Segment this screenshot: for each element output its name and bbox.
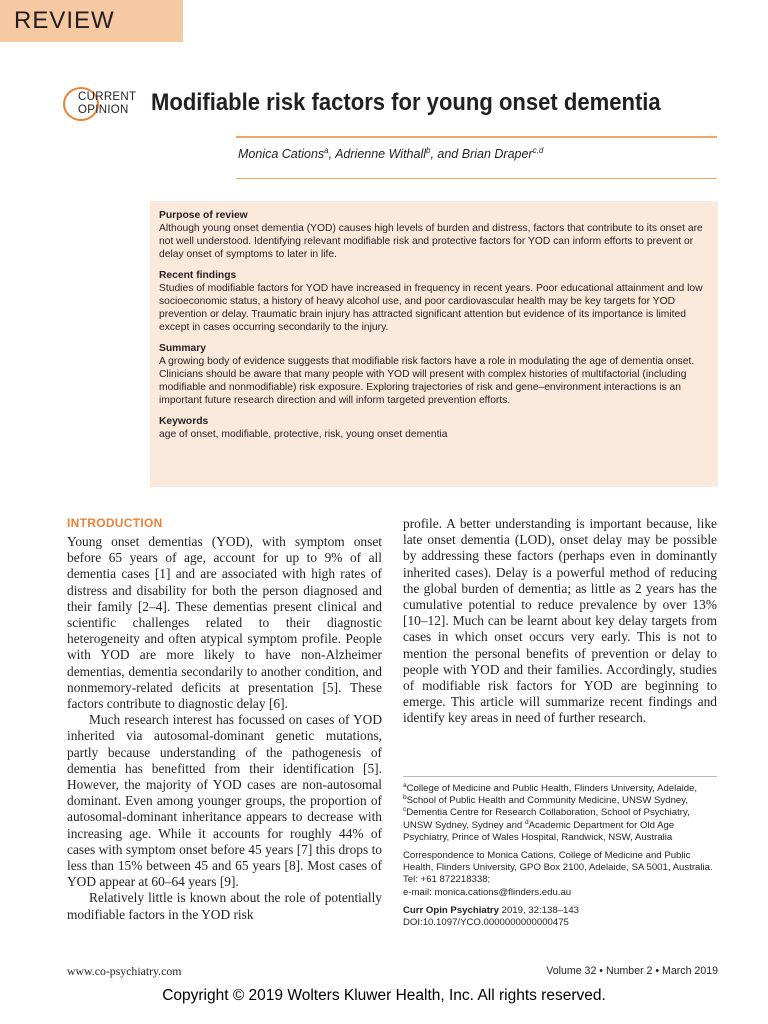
body-paragraph: Relatively little is known about the role of potentially modifiable factors in the YOD risk — [67, 890, 382, 922]
affiliation-mark: a — [403, 781, 407, 789]
affiliations-block — [403, 783, 717, 929]
section-tab: REVIEW — [0, 0, 183, 42]
body-column-left — [67, 534, 382, 923]
affiliation-mark: c — [403, 806, 407, 814]
copyright-notice: Copyright © 2019 Wolters Kluwer Health, Inc. All rights reserved. — [162, 987, 606, 1004]
affiliation-mark: b — [403, 794, 407, 802]
body-column-right — [403, 516, 717, 727]
authors-divider — [236, 178, 717, 179]
body-paragraph: profile. A better understanding is important because, like late onset dementia (LOD), onset delay may be possible by addressing these factors (perhaps even in dominantly inherited cases). Delay is a powerful method of reducing the global burden of dementia; as little as 2 years has the cumulative potential to reduce prevalence by over 13% [10–12]. Much can be learnt about key delay targets from cases in which onset occurs very early. This is not to mention the personal benefits of prevention or delay to people with YOD and their families. Accordingly, studies of modifiable risk factors for YOD are beginning to emerge. This article will summarize recent findings and identify key areas in need of further research. — [403, 516, 717, 726]
footer-url-link[interactable]: www.co-psychiatry.com — [67, 964, 182, 978]
footer-volume-info: Volume 32 • Number 2 • March 2019 — [546, 965, 718, 977]
affiliation-text: Academic Department for Old Age Psychiatry, Prince of Wales Hospital, Randwick, NSW, Australia — [403, 819, 675, 843]
author-separator: , and — [430, 147, 462, 161]
abstract-findings-text: Studies of modifiable factors for YOD have increased in frequency in recent years. Poor educational attainment and low socioeconomic status, a history of heavy alcohol use, and poor cardiovascular health may be key targets for YOD prevention or delay. Traumatic brain injury has attracted significant attention but evidence of its importance is limited except in cases occurring secondarily to the injury. — [159, 283, 703, 333]
author-name: Brian Draper — [461, 147, 533, 161]
journal-citation — [403, 905, 717, 917]
body-paragraph: Young onset dementias (YOD), with symptom onset before 65 years of age, account for up to 9% of all dementia cases [1] and are associated with high rates of distress and disability for both the person diagnosed and their family [2–4]. These dementias present clinical and scientific challenges related to their diagnostic heterogeneity and often atypical symptom profile. People with YOD are more likely to have non-Alzheimer dementias, dementia secondarily to another condition, and nonmemory-related deficits at presentation [5]. These factors contribute to diagnostic delay [6]. — [67, 534, 382, 712]
affiliations-list — [403, 783, 717, 844]
article-title: Modifiable risk factors for young onset dementia — [151, 89, 661, 116]
affiliations-divider — [403, 776, 717, 777]
correspondence-email[interactable]: e-mail: monica.cations@flinders.edu.au — [403, 886, 572, 898]
author-name: Monica Cations — [238, 147, 325, 161]
citation-details: 2019, 32:138–143 — [498, 904, 579, 916]
logo-word-current: CURRENT — [78, 91, 137, 103]
affiliation-text: School of Public Health and Community Medicine, UNSW Sydney, — [406, 795, 688, 807]
title-divider — [236, 136, 717, 138]
abstract-summary-text: A growing body of evidence suggests that modifiable risk factors have a role in modulating the age of dementia onset. Clinicians should be aware that many people with YOD will present with complex histories of multifactorial (including modifiable and nonmodifiable) risk exposure. Exploring trajectories of risk and gene–environment interactions is an important future research direction and will inform targeted prevention efforts. — [159, 356, 695, 406]
abstract-purpose-text: Although young onset dementia (YOD) causes high levels of burden and distress, factors that contribute to its onset are not well understood. Identifying relevant modifiable risk and protective factors for YOD can inform efforts to prevent or delay onset of symptoms to later in life. — [159, 223, 703, 260]
affiliation-text: College of Medicine and Public Health, Flinders University, Adelaide, — [406, 783, 698, 794]
author-affiliation-mark: c,d — [532, 145, 544, 155]
abstract-box — [150, 201, 718, 487]
journal-name: Curr Opin Psychiatry — [403, 904, 499, 916]
abstract-keywords-text: age of onset, modifiable, protective, risk, young onset dementia — [159, 429, 448, 440]
abstract-findings-heading: Recent findings — [159, 270, 237, 281]
abstract-keywords-heading: Keywords — [159, 416, 209, 427]
logo-word-opinion: OPINION — [78, 104, 129, 116]
affiliation-mark: d — [524, 818, 529, 826]
correspondence-text: Correspondence to Monica Cations, College of Medicine and Public Health, Flinders University, GPO Box 2100, Adelaide, SA 5001, Australia. Tel: +61 872218338; — [403, 850, 713, 886]
body-paragraph: Much research interest has focussed on cases of YOD inherited via autosomal-dominant genetic mutations, partly because understanding of the pathogenesis of dementia has benefitted from their identification [5]. However, the majority of YOD cases are non-autosomal dominant. Even among younger groups, the proportion of autosomal-dominant inheritance appears to decrease with increasing age. While it accounts for roughly 44% of cases with symptom onset before 45 years [7] this drops to less than 15% between 45 and 65 years [8]. Most cases of YOD appear at 60–64 years [9]. — [67, 712, 382, 890]
doi-link[interactable]: DOI:10.1097/YCO.0000000000000475 — [403, 917, 569, 929]
author-list — [238, 145, 718, 163]
introduction-heading: INTRODUCTION — [67, 516, 163, 530]
current-opinion-logo — [63, 85, 137, 123]
author-name: Adrienne Withall — [335, 147, 426, 161]
abstract-purpose-heading: Purpose of review — [159, 210, 248, 221]
abstract-summary-heading: Summary — [159, 343, 206, 354]
author-separator: , — [328, 147, 336, 161]
author-affiliation-mark: a — [324, 145, 329, 155]
affiliation-text: Dementia Centre for Research Collaboration, School of Psychiatry, UNSW Sydney, Sydney and — [403, 807, 690, 831]
author-affiliation-mark: b — [426, 145, 431, 155]
